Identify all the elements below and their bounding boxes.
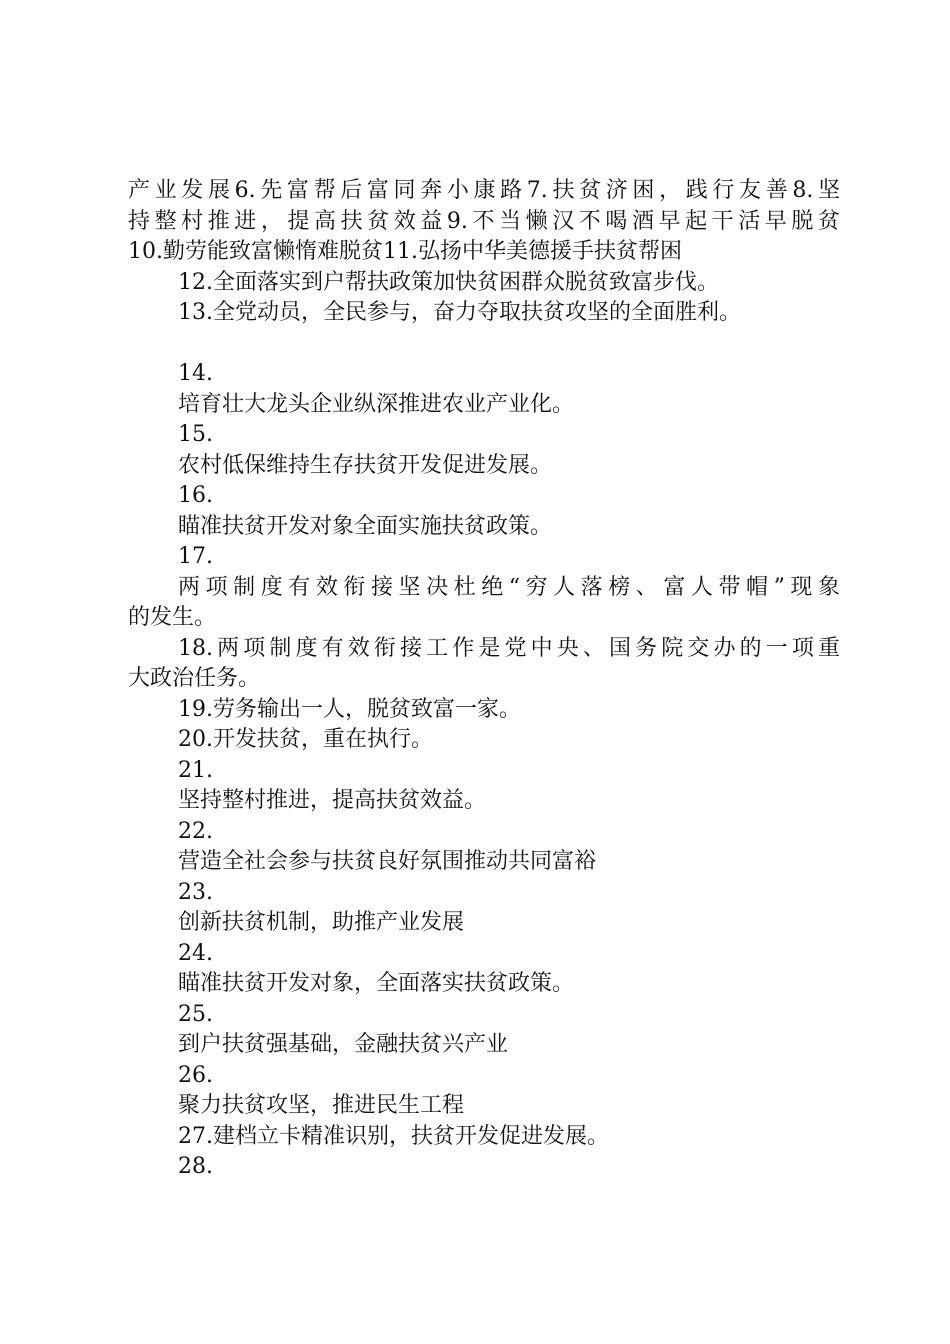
text-line: 瞄准扶贫开发对象全面实施扶贫政策。 [178,513,553,539]
text-line: 25. [178,1001,213,1027]
text-line: 19.劳务输出一人，脱贫致富一家。 [178,696,521,722]
text-line: 营造全社会参与扶贫良好氛围推动共同富裕 [178,849,597,874]
text-line: 15. [178,422,213,447]
text-line: 持整村推进，提高扶贫效益9.不当懒汉不喝酒早起干活早脱贫 [128,208,840,234]
text-line: 聚力扶贫攻坚，推进民生工程 [178,1093,465,1118]
text-line: 14. [178,361,213,386]
document-body [128,176,840,1183]
text-line: 农村低保维持生存扶贫开发促进发展。 [178,452,553,478]
text-line: 23. [178,879,213,905]
text-line: 24. [178,940,213,966]
text-line: 18.两项制度有效衔接工作是党中央、国务院交办的一项重 [178,635,840,661]
text-line: 16. [178,483,213,508]
text-line: 21. [178,757,213,783]
text-line: 26. [178,1062,213,1088]
text-line: 28. [178,1154,213,1179]
text-line: 两项制度有效衔接坚决杜绝“穷人落榜、富人带帽”现象 [178,574,840,600]
text-line: 培育壮大龙头企业纵深推进农业产业化。 [178,391,575,417]
blank-line [128,329,840,360]
text-line: 坚持整村推进，提高扶贫效益。 [178,788,487,813]
text-line: 12.全面落实到户帮扶政策加快贫困群众脱贫致富步伐。 [178,269,719,295]
text-line: 17. [178,544,213,569]
text-line: 13.全党动员，全民参与，奋力夺取扶贫攻坚的全面胜利。 [178,300,741,325]
text-line: 20.开发扶贫，重在执行。 [178,727,433,752]
text-line: 瞄准扶贫开发对象，全面落实扶贫政策。 [178,971,575,996]
text-line: 的发生。 [128,605,217,630]
text-line: 创新扶贫机制，助推产业发展 [178,910,465,935]
text-line: 产业发展6.先富帮后富同奔小康路7.扶贫济困，践行友善8.坚 [128,178,840,203]
text-line: 大政治任务。 [128,666,261,691]
text-line: 27.建档立卡精准识别，扶贫开发促进发展。 [178,1123,609,1149]
text-line: 到户扶贫强基础，金融扶贫兴产业 [178,1032,509,1057]
text-line: 10.勤劳能致富懒惰难脱贫11.弘扬中华美德援手扶贫帮困 [128,239,682,264]
text-line: 22. [178,818,213,844]
